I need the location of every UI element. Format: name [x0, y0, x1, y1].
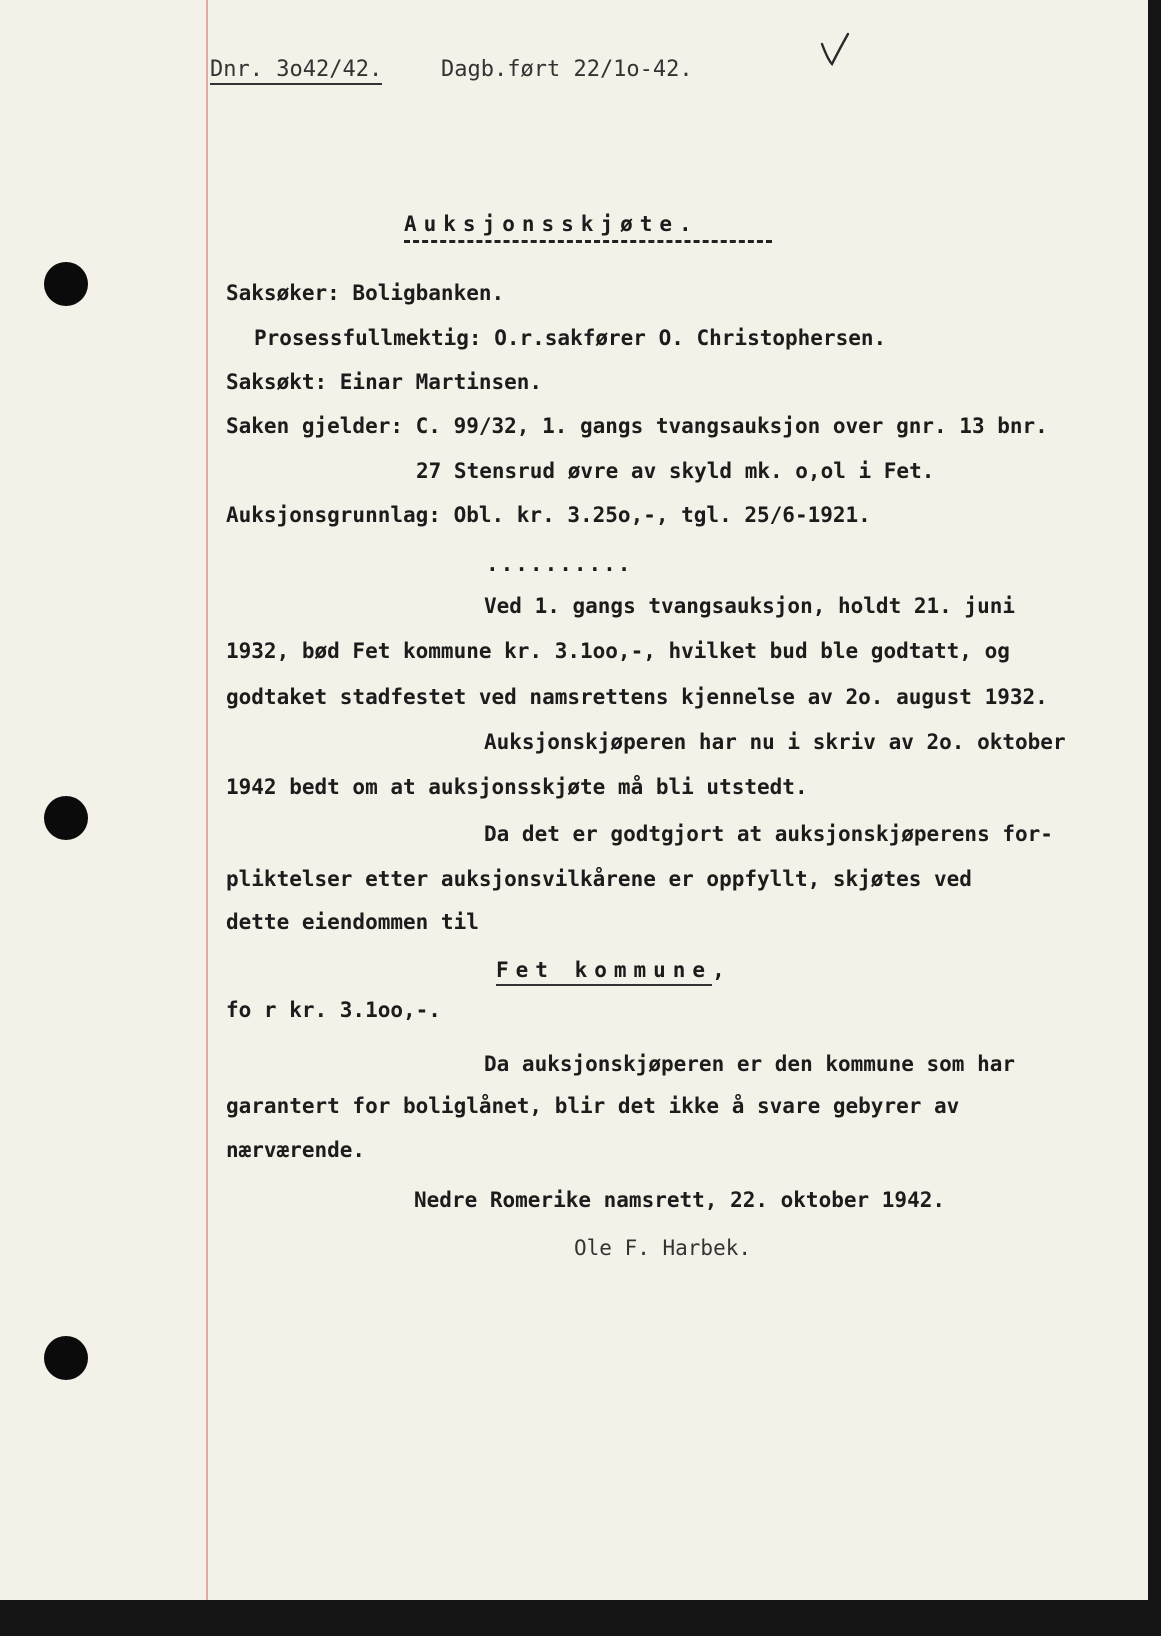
buyer-comma: ,: [712, 958, 725, 982]
body-text-line: pliktelser etter auksjonsvilkårene er oppfyllt, skjøtes ved: [226, 867, 972, 891]
buyer-line: [496, 960, 725, 981]
punch-hole: [44, 796, 88, 840]
price-line: fo r kr. 3.1oo,-.: [226, 998, 441, 1022]
saken-gjelder-line: Saken gjelder: C. 99/32, 1. gangs tvangsauksjon over gnr. 13 bnr.: [226, 414, 1048, 438]
punch-hole: [44, 1336, 88, 1380]
signature: Ole F. Harbek.: [574, 1236, 752, 1260]
place-date-line: Nedre Romerike namsrett, 22. oktober 1942.: [414, 1188, 946, 1212]
prosessfullmektig-line: Prosessfullmektig: O.r.sakfører O. Christophersen.: [254, 326, 887, 350]
punch-hole: [44, 262, 88, 306]
body-text-line: godtaket stadfestet ved namsrettens kjennelse av 2o. august 1932.: [226, 685, 1048, 709]
body-text-line: garantert for boliglånet, blir det ikke å svare gebyrer av: [226, 1094, 960, 1118]
document-title: Auksjonsskjøte.: [404, 212, 699, 236]
body-text-line: 1932, bød Fet kommune kr. 3.1oo,-, hvilket bud ble godtatt, og: [226, 639, 1010, 663]
body-text-line: nærværende.: [226, 1138, 366, 1162]
saksokt-line: Saksøkt: Einar Martinsen.: [226, 370, 543, 394]
body-text-line: 1942 bedt om at auksjonsskjøte må bli utstedt.: [226, 775, 808, 799]
scan-edge-right: [1148, 0, 1161, 1636]
auksjonsgrunnlag-line: Auksjonsgrunnlag: Obl. kr. 3.25o,-, tgl. 25/6-1921.: [226, 503, 871, 527]
body-text-line: Auksjonskjøperen har nu i skriv av 2o. oktober: [484, 730, 1066, 754]
body-text-line: dette eiendommen til: [226, 910, 479, 934]
buyer-name: Fet kommune: [496, 958, 712, 986]
dagbok-label: Dagb.ført 22/1o-42.: [441, 57, 693, 82]
checkmark-icon: [818, 30, 852, 68]
title-underline: [404, 240, 772, 243]
dnr-label: Dnr. 3o42/42.: [210, 59, 382, 85]
margin-line: [206, 0, 208, 1600]
saksoker-line: Saksøker: Boligbanken.: [226, 281, 505, 305]
scan-edge-bottom: [0, 1600, 1161, 1636]
saken-gjelder-line-2: 27 Stensrud øvre av skyld mk. o,ol i Fet.: [416, 459, 935, 483]
body-text-line: Da det er godtgjort at auksjonskjøperens for-: [484, 822, 1053, 846]
section-separator: ..........: [486, 552, 633, 576]
body-text-line: Ved 1. gangs tvangsauksjon, holdt 21. juni: [484, 594, 1016, 618]
body-text-line: Da auksjonskjøperen er den kommune som har: [484, 1052, 1016, 1076]
